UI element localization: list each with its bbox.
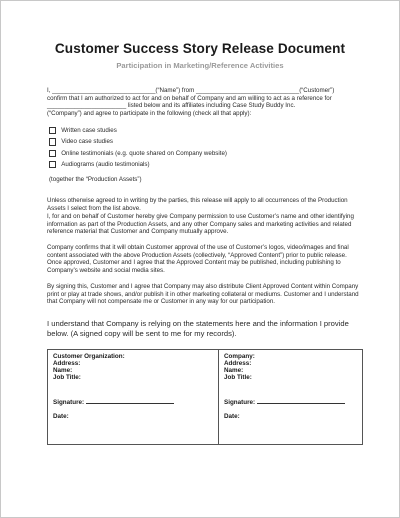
company-name-label[interactable]: Name: bbox=[224, 367, 244, 374]
document-title: Customer Success Story Release Document bbox=[54, 41, 346, 56]
check-online-testimonials[interactable] bbox=[49, 148, 361, 159]
company-job-title-label[interactable]: Job Title: bbox=[224, 374, 252, 381]
company-signature-line[interactable] bbox=[257, 398, 345, 404]
customer-address-label[interactable]: Address: bbox=[53, 360, 81, 367]
customer-signature-label: Signature: bbox=[53, 399, 85, 406]
check-audiograms[interactable] bbox=[49, 159, 361, 170]
customer-signature-field[interactable] bbox=[53, 398, 174, 406]
customer-signature-line[interactable] bbox=[86, 398, 174, 404]
intro-line-3: _______________________ listed below and its affiliates including Case Study Buddy Inc. bbox=[47, 102, 296, 110]
intro-line-1: I, ______________________________(“Name”) from ______________________________(“Customer”) bbox=[47, 87, 335, 94]
intro-line-2: confirm that I am authorized to act for and on behalf of Company and am willing to act as a reference for bbox=[47, 94, 332, 102]
intro-line-4: (“Company”) and agree to participate in the following (check all that apply): bbox=[47, 109, 252, 117]
check-video-case-studies[interactable] bbox=[49, 136, 361, 147]
checkbox[interactable] bbox=[49, 150, 56, 157]
customer-signature-block bbox=[48, 350, 219, 444]
production-assets-note: (together the “Production Assets”) bbox=[49, 176, 142, 183]
company-signature-block bbox=[219, 350, 362, 444]
checkbox[interactable] bbox=[49, 161, 56, 168]
company-signature-field[interactable] bbox=[224, 398, 345, 406]
release-paragraph-4: By signing this, Customer and I agree that Company may also distribute Client Approved Content within Company print or play at trade shows, and/or publish it in other marketing collateral or mediums. Customer and I understand that Company will not compensate me or Customer in any way for our participation. bbox=[47, 283, 359, 306]
customer-date-label[interactable]: Date: bbox=[53, 413, 69, 420]
checkbox[interactable] bbox=[49, 138, 56, 145]
signature-table bbox=[47, 349, 363, 445]
intro-paragraph bbox=[47, 87, 359, 117]
check-written-case-studies[interactable] bbox=[49, 125, 361, 136]
company-date-label[interactable]: Date: bbox=[224, 413, 240, 420]
check-label: Audiograms (audio testimonials) bbox=[61, 161, 150, 169]
release-paragraph-1: Unless otherwise agreed to in writing by the parties, this release will apply to all occurrences of the Production Assets I select from the list above. bbox=[47, 197, 348, 212]
release-paragraph-5: I understand that Company is relying on the statements here and the information I provide below. (A signed copy will be sent to me for my records). bbox=[47, 319, 349, 338]
participation-checklist bbox=[49, 125, 361, 171]
company-label[interactable]: Company: bbox=[224, 353, 255, 360]
release-paragraph-2: I, for and on behalf of Customer hereby give Company permission to use Customer’s name and other identifying information as part of the Production Assets, and any other Company sales and marketing activities and related reference material that Customer and Company mutually approve. bbox=[47, 213, 354, 236]
check-label: Video case studies bbox=[61, 138, 114, 146]
checkbox[interactable] bbox=[49, 127, 56, 134]
company-address-label[interactable]: Address: bbox=[224, 360, 252, 367]
document-subtitle: Participation in Marketing/Reference Activities bbox=[116, 61, 284, 70]
release-paragraph-3: Company confirms that it will obtain Customer approval of the use of Customer’s logos, video/images and final content associated with the above Production Assets (collectively, “Approved Content”) prior to public release. Once approved, Customer and I agree that the Approved Content may be published, including publishing to Company’s website and social media sites. bbox=[47, 244, 349, 274]
customer-organization-label[interactable]: Customer Organization: bbox=[53, 353, 125, 360]
customer-job-title-label[interactable]: Job Title: bbox=[53, 374, 81, 381]
company-signature-label: Signature: bbox=[224, 399, 256, 406]
check-label: Written case studies bbox=[61, 126, 117, 134]
check-label: Online testimonials (e.g. quote shared on Company website) bbox=[61, 149, 227, 157]
customer-name-label[interactable]: Name: bbox=[53, 367, 73, 374]
